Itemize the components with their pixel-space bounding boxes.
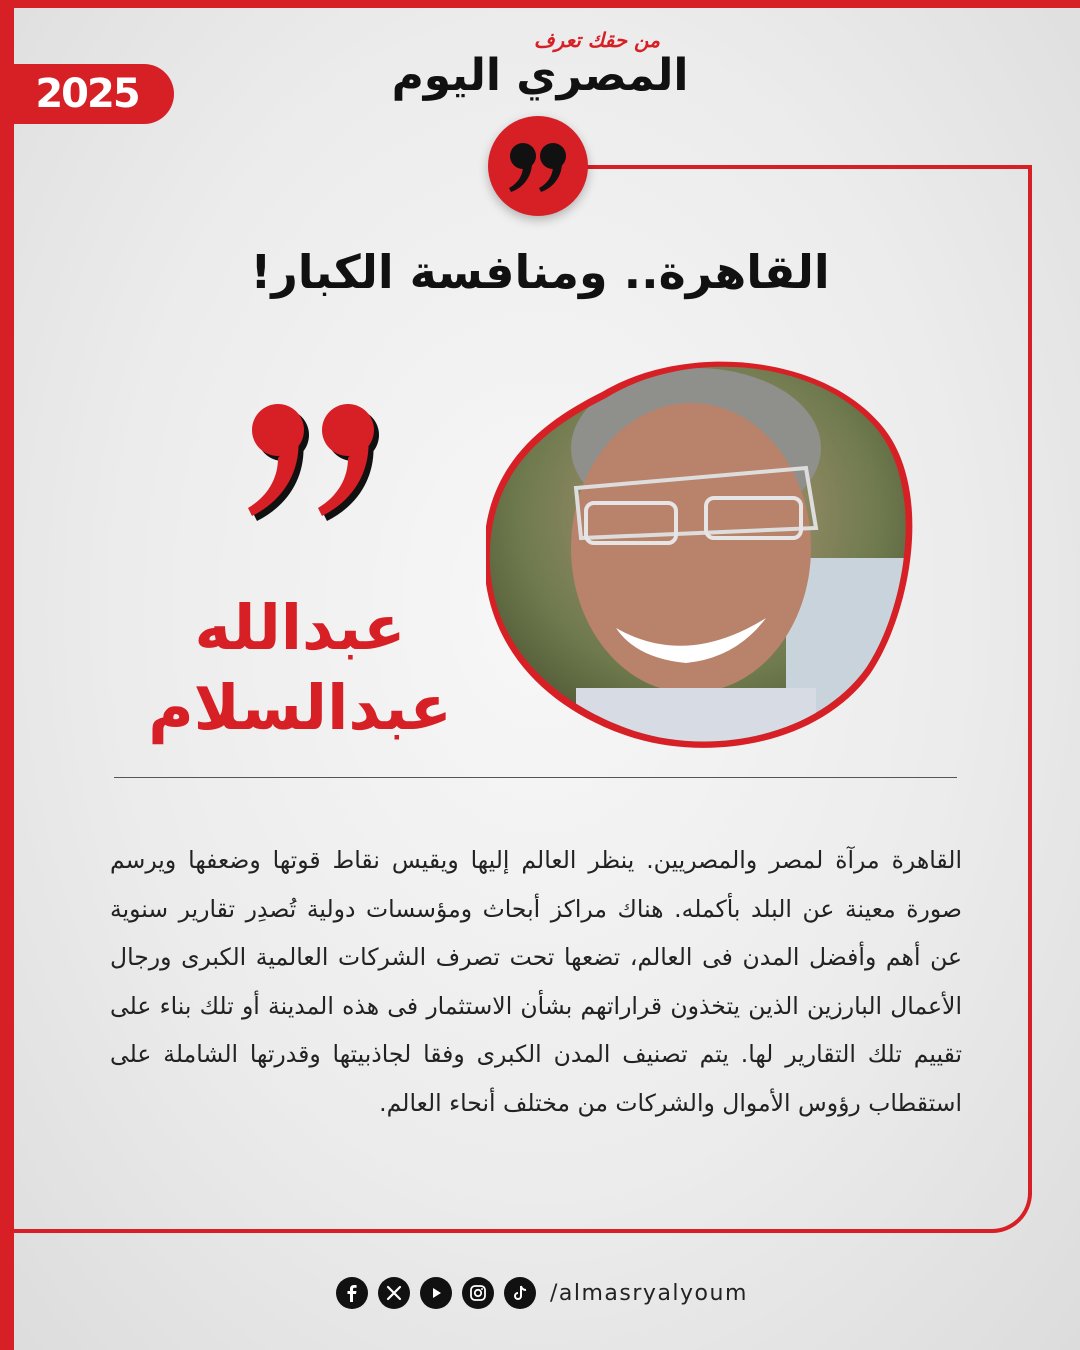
social-bar [336,1276,748,1310]
instagram-icon[interactable] [462,1277,494,1309]
logo-tagline: من حقك تعرف [533,28,660,52]
tiktok-icon[interactable] [504,1277,536,1309]
quote-circle-icon [488,116,588,216]
article-body: القاهرة مرآة لمصر والمصريين. ينظر العالم إليها ويقيس نقاط قوتها وضعفها ويرسم صورة معينة عن البلد بأكمله. هناك مراكز أبحاث ومؤسسات دولية تُصدِر تقارير سنوية عن أهم وأفضل المدن فى العالم، تضعها تحت تصرف الشركات العالمية الكبرى ورجال الأعمال البارزين الذين يتخذون قراراتهم بشأن الاستثمار فى هذه المدينة أو تلك بناء على تقييم تلك التقارير لها. يتم تصنيف المدن الكبرى وفقا لجاذبيتها وقدرتها الشاملة على استقطاب رؤوس الأموال والشركات من مختلف أنحاء العالم. [110,846,962,1117]
x-icon[interactable] [378,1277,410,1309]
year-badge [0,64,174,124]
social-handle[interactable]: /almasryalyoum [550,1280,748,1306]
frame-right-line [1028,165,1032,1195]
article-title: القاهرة.. ومنافسة الكبار! [250,245,830,299]
quote-mark-icon [240,400,400,530]
facebook-icon[interactable] [336,1277,368,1309]
author-photo [486,358,914,750]
frame-bottom-line [0,1191,1032,1233]
frame-right-top-line [580,165,1032,169]
logo [360,22,720,102]
logo-name: المصري اليوم [391,50,689,101]
year-text: 2025 [35,71,139,117]
author-last-name: عبدالسلام [148,671,452,744]
divider [114,777,957,778]
frame-top-bar [0,0,1080,8]
youtube-icon[interactable] [420,1277,452,1309]
author-first-name: عبدالله [194,591,406,664]
frame-left-bar [0,0,14,1350]
